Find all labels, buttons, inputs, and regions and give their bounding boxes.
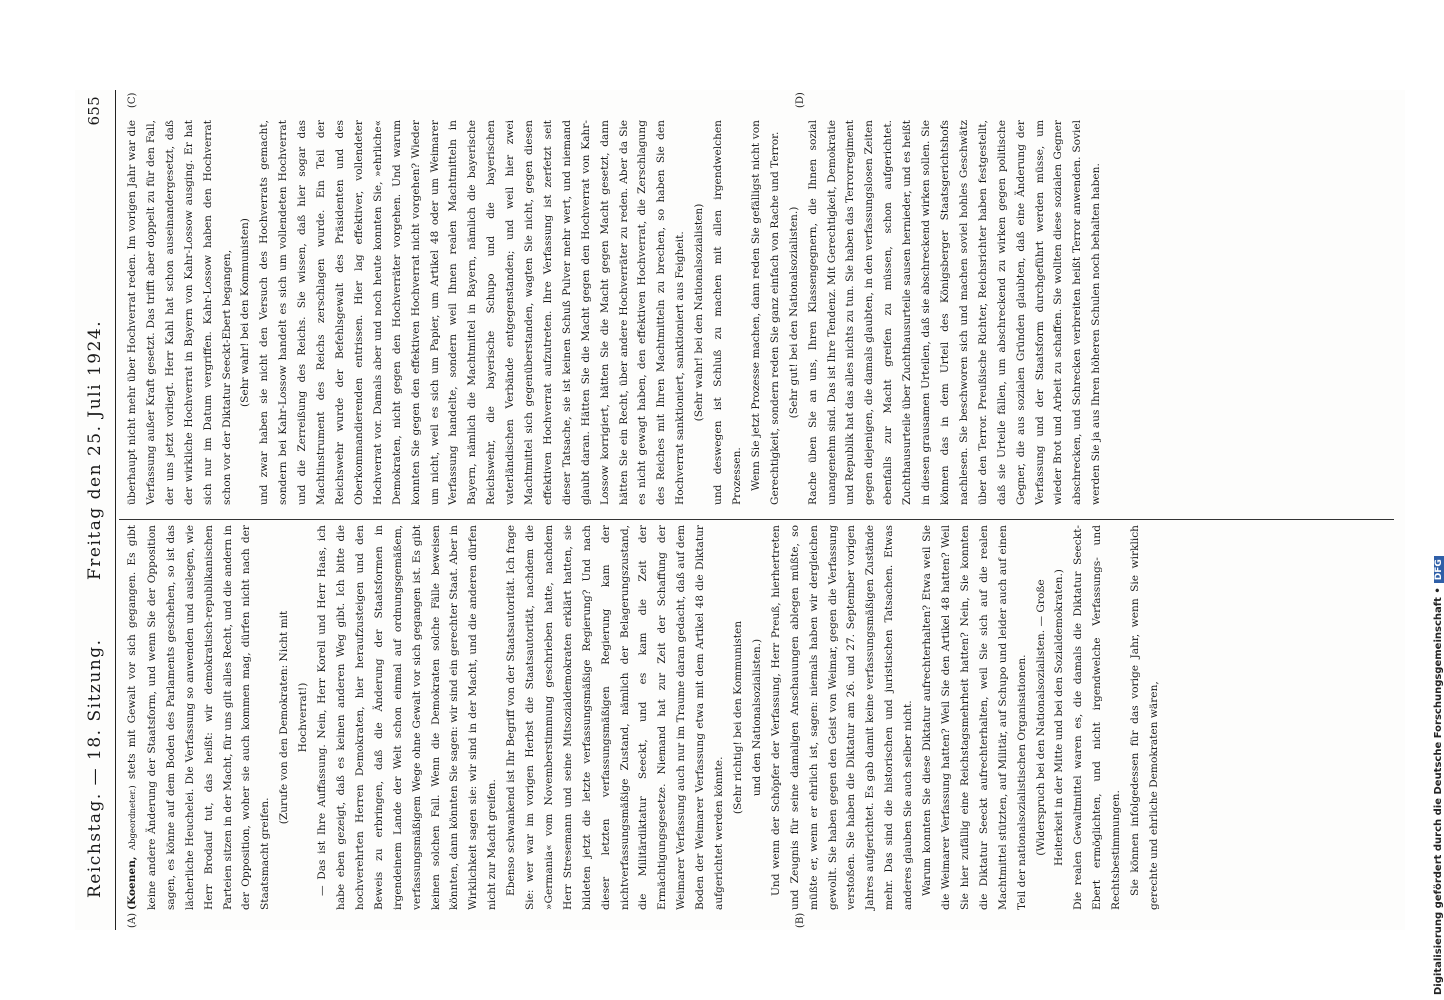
paragraph-text: stets mit Gewalt vor sich gegangen. Es gibt keine andere Änderung der Staatsform, und wenn Sie der Opposition sagen, es könne auf dem Boden des Parlaments geschehen, so ist das lächerliche Heuchelei. Die Verfassung so anwenden und auslegen, wie Herr Brodauf tut, das heißt: wir demokratisch-republikanischen Parteien sitzen in der Macht, für uns gilt alles Recht, und die andern in der Opposition, woher sie auch kommen mag, dürfen nicht nach der Staatsmacht greifen.: [126, 524, 272, 910]
dfg-logo: DFG: [1434, 556, 1444, 583]
digitization-credit: [1433, 556, 1444, 995]
left-column: [123, 525, 1164, 910]
interjection: und den Nationalsozialisten.): [750, 638, 763, 797]
interjection: (Sehr gut! bei den Nationalsozialisten.): [787, 206, 800, 419]
right-column: [123, 120, 1106, 505]
column-divider: [119, 519, 1394, 520]
paragraph: überhaupt nicht mehr über Hochverrat reden. Im vorigen Jahr war die Verfassung außer Kraft gesetzt. Das trifft aber doppelt zu für den Fall, der uns jetzt vorliegt. Herr Kahl hat schon auseinandergesetzt, daß der wirkliche Hochverrat in Bayern von Kahr-Lossow ausging. Er hat sich nur im Datum vergriffen. Kahr-Lossow haben den Hochverrat schon vor der Diktatur Seeckt-Ebert begangen,: [126, 120, 233, 505]
paragraph: und deswegen ist Schluß zu machen mit allen irgendwelchen Prozessen.: [712, 120, 743, 505]
paragraph: Ebenso schwankend ist Ihr Begriff von der Staatsautorität. Ich frage Sie: wer war im vorigen Herbst die Staatsautorität, nachdem die »Germania« vom Novemberstimmung geschrieben hatte, nachdem Herr Stresemann und seine Mitsozialdemokraten erklärt hatten, sie bildeten jetzt die letzte verfassungsmäßige Regierung? Und nach dieser letzten verfassungsmäßigen Regierung kam der nichtverfassungsmäßige Zustand, nämlich der Belagerungszustand, die Militärdiktatur Seeckt, und es kam die Zeit der Ermächtigungsgesetze. Niemand hat zur Zeit der Schaffung der Weimarer Verfassung auch nur im Traume daran gedacht, daß auf dem Boden der Weimarer Verfassung etwa mit dem Artikel 48 die Diktatur aufgerichtet werden könnte.: [505, 525, 726, 910]
interjection: (Sehr wahr! bei den Nationalsozialisten): [693, 203, 706, 422]
rotated-page: [75, 90, 1405, 930]
paragraph: Wenn Sie jetzt Prozesse machen, dann reden Sie gefälligst nicht von Gerechtigkeit, sondern reden Sie ganz einfach von Rache und Terror.: [749, 120, 781, 505]
margin-marker-d: (D): [795, 92, 806, 108]
page-number: 655: [85, 96, 103, 126]
paragraph: Sie können infolgedessen für das vorige Jahr, wenn Sie wirklich gerechte und ehrliche Demokraten wären,: [1129, 525, 1160, 910]
margin-marker-c: (C): [127, 92, 138, 108]
interjection: Heiterkeit in der Mitte und bei den Sozialdemokraten.): [1053, 569, 1066, 866]
paragraph: Rache üben Sie an uns, Ihren Klassengegnern, die Ihnen sozial unangenehm sind. Das ist Ihre Tendenz. Mit Gerechtigkeit, Demokratie und Republik hat das alles nichts zu tun. Sie haben das Terrorregiment gegen diejenigen, die damals glaubten, in den verfassungslosen Zeiten ebenfalls zur Macht greifen zu müssen, schon aufgerichtet. Zuchthausurteile über Zuchthausurteile sausen hernieder, und es heißt in diesen grausamen Urteilen, daß sie abschreckend wirken sollen. Sie können das in dem Urteil des Königsberger Staatsgerichtshofs nachlesen. Sie beschworen sich und machen soviel hohles Geschwätz über den Terror. Preußische Richter, Reichsrichter haben festgestellt, daß sie Urteile fällen, um abschreckend zu wirken gegen politische Gegner, die aus sozialen Gründen glaubten, daß eine Änderung der Verfassung und der Staatsform durchgeführt werden müsse, um wieder Brot und Arbeit zu schaffen. Sie wollten diese sozialen Gegner abschrecken, und Schrecken verbreiten heißt Terror anwenden. Soviel werden Sie ja aus Ihren höheren Schulen noch behalten haben.: [806, 120, 1103, 505]
paragraph: Warum konnten Sie diese Diktatur aufrechterhalten? Etwa weil Sie die Weimarer Verfassung hatten? Weil Sie den Artikel 48 hatten? Weil Sie hier zufällig eine Reichstagsmehrheit hatten? Nein, Sie konnten die Diktatur Seeckt aufrechterhalten, weil Sie sich auf die realen Machtmittel stützten, auf Militär, auf Schupo und leider auch auf einen Teil der nationalsozialistischen Organisationen.: [921, 525, 1028, 910]
header-session: Reichstag. — 18. Sitzung.: [85, 638, 105, 898]
speaker-role: Abgeordneter.): [128, 785, 138, 851]
interjection: Hochverrat!): [297, 682, 310, 753]
interjection: (Sehr richtig! bei den Kommunisten: [732, 620, 744, 815]
page-header: [75, 90, 116, 930]
interjection: (Sehr wahr! bei den Kommunisten): [239, 218, 252, 407]
speaker-name: (Koenen,: [126, 856, 138, 910]
interjection: (Zurufe von den Demokraten: Nicht mit: [278, 610, 291, 825]
margin-marker-a: (A): [127, 912, 138, 928]
header-date: Freitag den 25. Juli 1924.: [85, 319, 105, 580]
paragraph: — Das ist Ihre Auffassung. Nein, Herr Korell und Herr Haas, ich habe eben gezeigt, daß es keinen anderen Weg gibt. Ich bitte die hochverehrten Herren Demokraten, hier heraufzusteigen und den Beweis zu erbringen, daß die Änderung der Staatsformen in irgendeinem Lande der Welt schon einmal auf ordnungsgemäßem, verfassungsmäßigem Wege ohne Gewalt vor sich gegangen ist. Es gibt keinen solchen Fall. Wenn die Demokraten solche Fälle beweisen könnten, dann könnten Sie sagen: wir sind ein gerechter Staat. Aber in Wirklichkeit sagen sie: wir sind in der Macht, und die anderen dürfen nicht zur Macht greifen.: [316, 525, 499, 910]
paragraph: und zwar haben sie nicht den Versuch des Hochverrats gemacht, sondern bei Kahr-Lossow handelt es sich um vollendeten Hochverrat und die Zerreißung des Reichs. Sie wissen, daß hier sogar das Machtinstrument des Reichs zerschlagen wurde. Ein Teil der Reichswehr wurde der Befehlsgewalt des Präsidenten und des Oberkommandierenden entrissen. Hier lag effektiver, vollendeter Hochverrat vor. Damals aber und noch heute konnten Sie, »ehrliche« Demokraten, nicht gegen den Hochverräter vorgehen. Und warum konnten Sie gegen den effektiven Hochverrat nicht vorgehen? Wieder um nicht, weil es sich um Papier, um Artikel 48 oder um Weimarer Verfassung handelte, sondern weil Ihnen realen Machtmitteln in Bayern, nämlich die Machtmittel in Bayern, nämlich die bayerische Reichswehr, die bayerische Schupo und die bayerischen vaterländischen Verbände entgegenstanden; und weil hier zwei Machtmittel sich gegenüberstanden, wagten Sie nicht, gegen diesen effektiven Hochverrat aufzutreten. Ihre Verfassung ist zerfetzt seit dieser Tatsache, sie ist keinen Schuß Pulver mehr wert, und niemand glaubt daran. Hätten Sie die Macht gegen den Hochverrat von Kahr-Lossow korrigiert, hätten Sie die Macht gegen Macht gesetzt, dann hätten Sie ein Recht, über andere Hochverräter zu reden. Aber da Sie es nicht gewagt haben, den effektiven Hochverrat, die Zerschlagung des Reiches mit Ihren Machtmitteln zu brechen, so haben Sie den Hochverrat sanktioniert, sanktioniert aus Feigheit.: [258, 120, 687, 505]
paragraph: [123, 525, 275, 910]
interjection: (Widerspruch bei den Nationalsozialisten. — Große: [1034, 579, 1047, 856]
paragraph: Die realen Gewaltmittel waren es, die damals die Diktatur Seeckt-Ebert ermöglichten, und nicht irgendwelche Verfassungs- und Rechtsbestimmungen.: [1072, 525, 1123, 910]
paragraph: Und wenn der Schöpfer der Verfassung, Herr Preuß, hierhertreten und Zeugnis für seine damaligen Anschauungen ablegen müßte, so müßte er, wenn er ehrlich ist, sagen: niemals haben wir dergleichen gewollt. Sie haben gegen den Geist von Weimar, gegen die Verfassung verstoßen. Sie haben die Diktatur am 26. und 27. September vorigen Jahres aufgerichtet. Es gab damit keine verfassungsmäßigen Zustände mehr. Das sind die historischen und juristischen Tatsachen. Etwas anderes glauben Sie auch selber nicht.: [769, 525, 915, 910]
margin-marker-b: (B): [795, 912, 806, 928]
credit-text: Digitalisierung gefördert durch die Deutsche Forschungsgemeinschaft •: [1433, 587, 1444, 995]
